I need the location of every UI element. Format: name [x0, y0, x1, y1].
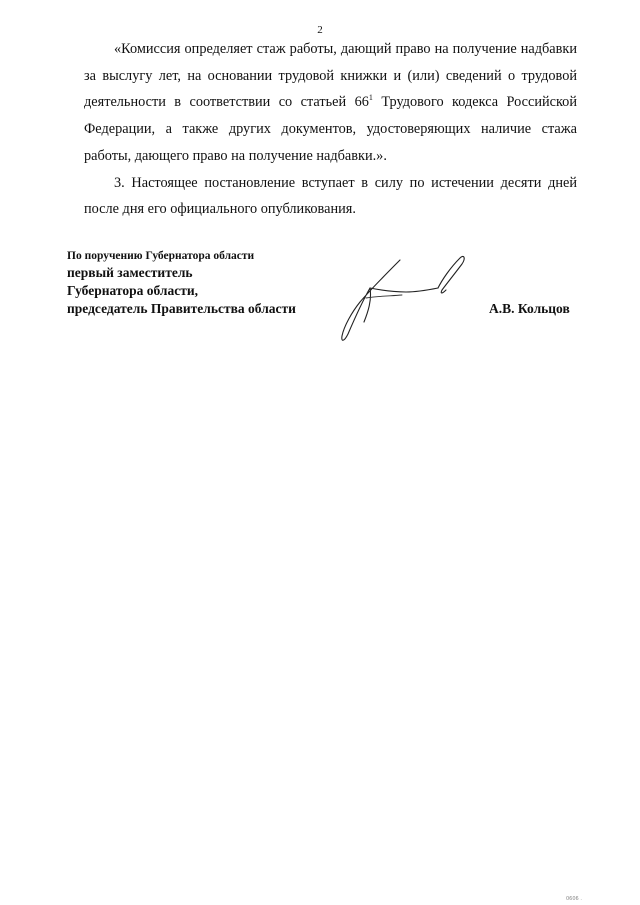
document-body	[84, 36, 577, 223]
page-number: 2	[317, 24, 323, 36]
article-superscript: 1	[368, 93, 373, 103]
paragraph-commission-text-start: «Комиссия определяет стаж работы, дающий право на получение надбавки за выслугу лет, на основании трудовой книжки и (или) сведений о трудовой деятельности в соответствии со статьей 66	[84, 41, 577, 111]
signatory-name: А.В. Кольцов	[489, 301, 570, 316]
handwritten-signature	[330, 250, 480, 350]
paragraph-commission-text-end: Трудового кодекса Российской Федерации, а также других документов, удостоверяющих наличие стажа работы, дающего право на получение надбавки.».	[84, 94, 577, 164]
paragraph-commission	[84, 36, 577, 170]
paragraph-effective-date: 3. Настоящее постановление вступает в силу по истечении десяти дней после дня его официального опубликования.	[84, 174, 577, 218]
signature-position-line-2: Губернатора области,	[67, 283, 198, 298]
footer-mark: 0606 .	[566, 896, 582, 902]
signature-on-behalf-line: По поручению Губернатора области	[67, 250, 255, 262]
signature-position-line-1: первый заместитель	[67, 265, 193, 280]
signature-position-line-3: председатель Правительства области	[67, 301, 296, 316]
